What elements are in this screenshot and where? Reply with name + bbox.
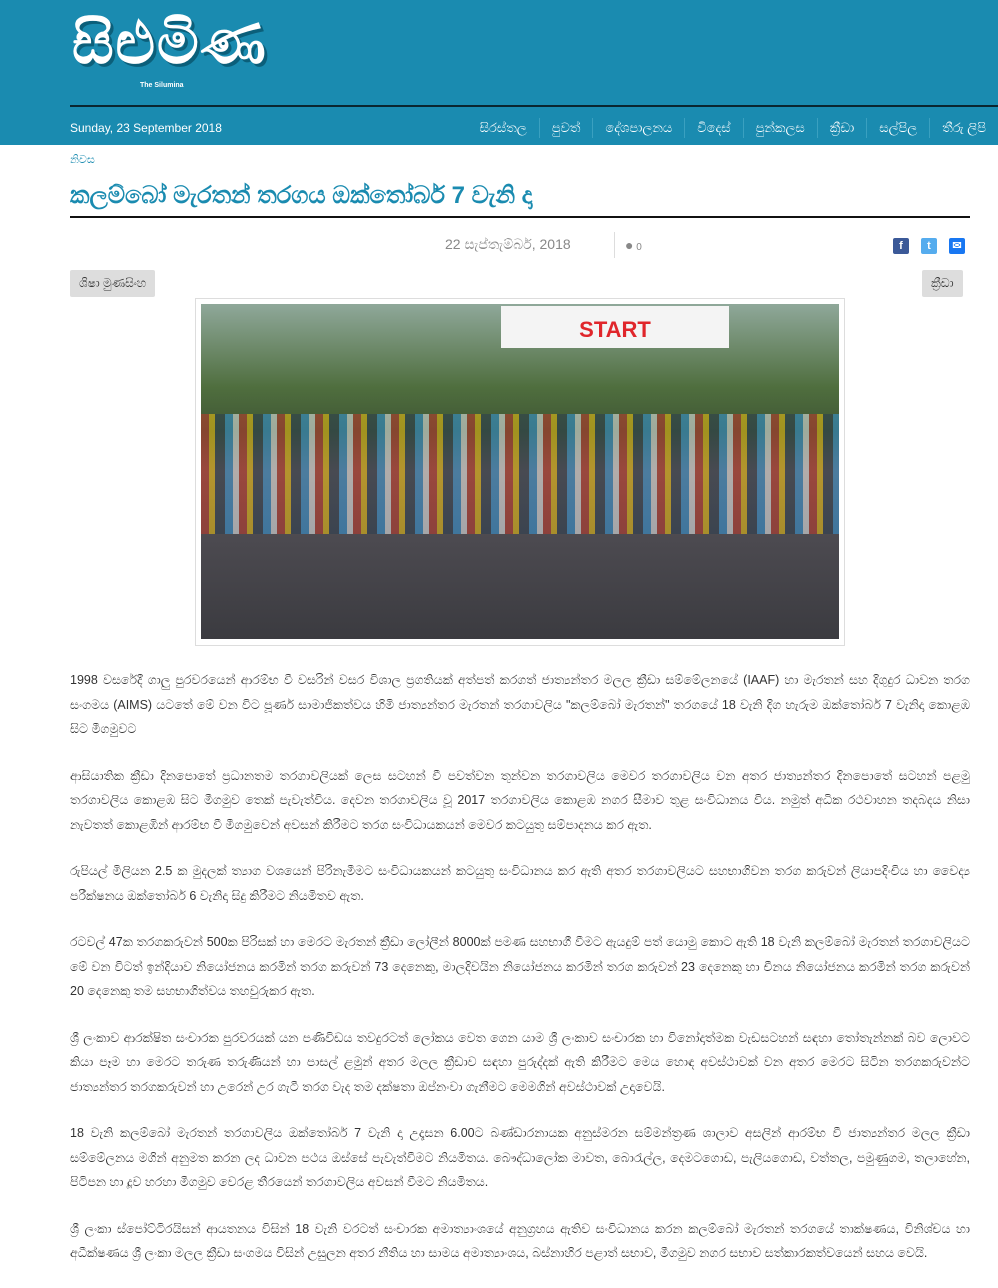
paragraph: රුපියල් මිලියන 2.5 ක මුදලක් ත්‍යාග වශයෙන් පිරිනැමීමට සංවිධායකයන් කටයුතු සංවිධානය කර ඇති අතර තරගාවලියට සහභාගිවන තරග කරුවන් ලියාපදිංචිය හා වෛද්‍ය පරීක්ෂනය ඔක්තෝබර් 6 වැනිදා සිදු කිරීමට නියමිතව ඇත. — [70, 864, 970, 903]
header-divider — [70, 105, 998, 107]
breadcrumb-home[interactable]: නිවස — [70, 154, 95, 166]
nav-item-sports[interactable]: ක්‍රීඩා — [817, 118, 866, 138]
paragraph: රටවල් 47ක තරගකරුවන් 500ක පිරිසක් හා මෙරට මැරතන් ක්‍රීඩා ලෝලීන් 8000ක් පමණ සහභාගී වීමට ඇයදුම් පත් යොමු කොට ඇති 18 වැනි කලම්බෝ මැරතන් තරගාවලියට මේ වන විටත් ඉන්දියාව නියෝජනය කරමින් තරග කරුවන් 73 දෙනෙකු, මාලදිවයින නියෝජනය කරමින් තරග කරුවන් 23 දෙනෙකු හා චීනය නියෝජනය කරමින් තරග කරුවන් 20 දෙනෙකු තම සහභාගිත්වය තහවුරුකර ඇත. — [70, 935, 970, 998]
current-date: Sunday, 23 September 2018 — [70, 121, 222, 135]
facebook-icon[interactable]: f — [893, 238, 909, 254]
nav-item-headlines[interactable]: සිරස්තල — [479, 120, 527, 135]
comment-count[interactable] — [625, 237, 642, 253]
nav-item-salpila[interactable]: සල්පිල — [866, 118, 929, 138]
nav-item-columns[interactable]: තීරු ලිපි — [929, 118, 998, 138]
category-tag[interactable]: ක්‍රීඩා — [922, 270, 963, 297]
twitter-icon[interactable]: t — [921, 238, 937, 254]
nav-item-news[interactable]: පුවත් — [539, 118, 593, 138]
paragraph: ශ්‍රී ලංකාව ආරක්ෂිත සංචාරක පුරවරයක් යන පණිවිඩය තවදුරටත් ලෝකය වෙත ගෙන යාම ශ්‍රී ලංකාව සංචාරක හා විනෝදාත්මක වැඩසටහන් සඳහා තෝතැන්නක් බව ලොවට කියා පෑම හා මෙරට තරුණ තරුණියන් හා පාසල් ළමුන් අතර මලල ක්‍රීඩාව සඳහා පුරුද්දක් ඇති කිරීමට මෙය හොඳ අවස්ථාවක් වන අතර මෙරට සිටින තරගකරුවන්ට ජාත්‍යන්තර තරගකරුවන් හා උරෙන් උර ගැටී තරග වැද තම දක්ෂතා ඔප්නංවා ගැනීමට මෙමගින් අවස්ථාවක් උදාවෙයි. — [70, 1030, 970, 1094]
article-image-frame — [195, 298, 845, 646]
logo-subtitle: The Silumina — [140, 82, 184, 89]
article-title: කලම්බෝ මැරතන් තරගය ඔක්තෝබර් 7 වැනි දා — [70, 182, 970, 218]
article-body — [70, 668, 970, 1288]
comment-count-value: 0 — [636, 242, 642, 253]
logo-text: සිළුමිණ — [72, 9, 268, 77]
author-tag[interactable]: ශිෂා මුණසිංහ — [70, 270, 155, 297]
start-banner: START — [501, 306, 729, 348]
comment-icon: ● — [625, 237, 634, 253]
paragraph: 1998 වසරේදී ගාලු පුරවරයෙන් ආරම්භ වී වසරින් වසර විශාල ප්‍රගතියක් අත්පත් කරගත් ජාත්‍යන්තර මලල ක්‍රීඩා සම්මේලනයේ (IAAF) හා මැරතන් සහ දිගුදුර ධාවන තරග සංගමය (AIMS) යටතේ මේ වන විට පූර්ණ සාමාජිකත්වය හිමි ජාත්‍යන්තර මැරතන් තරගාවලිය "කලම්බෝ මැරතන්" තරගයේ 18 වැනි දිග හැරුම ඔක්තෝබර් 7 වැනිදා කොළඹ සිට මීගමුවට — [70, 673, 970, 736]
publish-date: 22 සැප්තැම්බර්, 2018 — [445, 236, 571, 252]
nav-item-foreign[interactable]: විදෙස් — [684, 118, 742, 138]
site-logo[interactable] — [72, 8, 292, 93]
marathon-photo — [201, 304, 839, 639]
runners-crowd — [201, 414, 839, 534]
paragraph: 18 වැනි කලම්බෝ මැරතන් තරගාවලිය ඔක්තෝබර් 7 වැනි දා උදෑසන 6.00ට බණ්ඩාරනායක අනුස්මරන සම්මන්ත්‍රණ ශාලාව අසලින් ආරම්භ වී ජාත්‍යන්තර මලල ක්‍රීඩා සම්මේලනය මගින් අනුමත කරන ලද ධාවන පථය ඔස්සේ පැවැත්වීමට නියමිතය. බෞද්ධාලෝක මාවත, බොරැල්ල, දෙමටගොඩ, පැලියගොඩ, වත්තල, පමුණුගම, තලාහේන, පිටිපන හා දූව හරහා මීගමුව වෙරළ තීරයෙන් තරගාවලිය අවසන් වීමට නියමිතය. — [70, 1126, 970, 1189]
nav-item-punkalasa[interactable]: පුන්කලස — [743, 118, 817, 138]
paragraph: ශ්‍රී ලංකා ස්පෝට්ටිරයිසන් ආයතනය විසින් 18 වැනි වරටත් සංචාරක අමාත්‍යාංශයේ අනුග්‍රහය ඇතිව සංවිධානය කරන කලම්බෝ මැරතන් තරගයේ තාක්ෂණය, විනිශ්චය හා අධීක්ෂණය ශ්‍රී ලංකා මලල ක්‍රීඩා සංගමය විසින් උසුලන අතර නීතිය හා සාමය අමාත්‍යාංශය, බස්නාහිර පළාත් සභාව, මීගමුව නගර සභාව සත්කාරකත්වයෙන් සහය වෙයි. — [70, 1221, 970, 1260]
paragraph: ආසියාතික ක්‍රීඩා දිනපොතේ ප්‍රධානතම තරගාවලියක් ලෙස සටහන් වී පවත්වන තුන්වන තරගාවලිය මෙවර තරගාවලිය වන අතර ජාත්‍යන්තර දිනපොතේ සටහන් පළමු තරගාවලිය කොළඹ සිට මීගමුව තෙක් පැවැත්විය. දෙවන තරගාවලිය වූ 2017 තරගාවලිය කොළඹ නගර සීමාව තුළ සංවිධානය විය. නමුත් අධික රථවාහන තදබදය නිසා නැවතත් කොළඹින් ආරම්භ වී මීගමුවෙන් අවසන් කිරීමට තරග සංවිධායකයන් මෙවර කටයුතු සම්පාදනය කර ඇත. — [70, 768, 970, 832]
email-icon[interactable]: ✉ — [949, 238, 965, 254]
divider — [614, 232, 615, 258]
nav-item-politics[interactable]: දේශපාලනය — [592, 118, 684, 138]
site-header — [0, 0, 998, 145]
main-nav — [468, 118, 998, 138]
